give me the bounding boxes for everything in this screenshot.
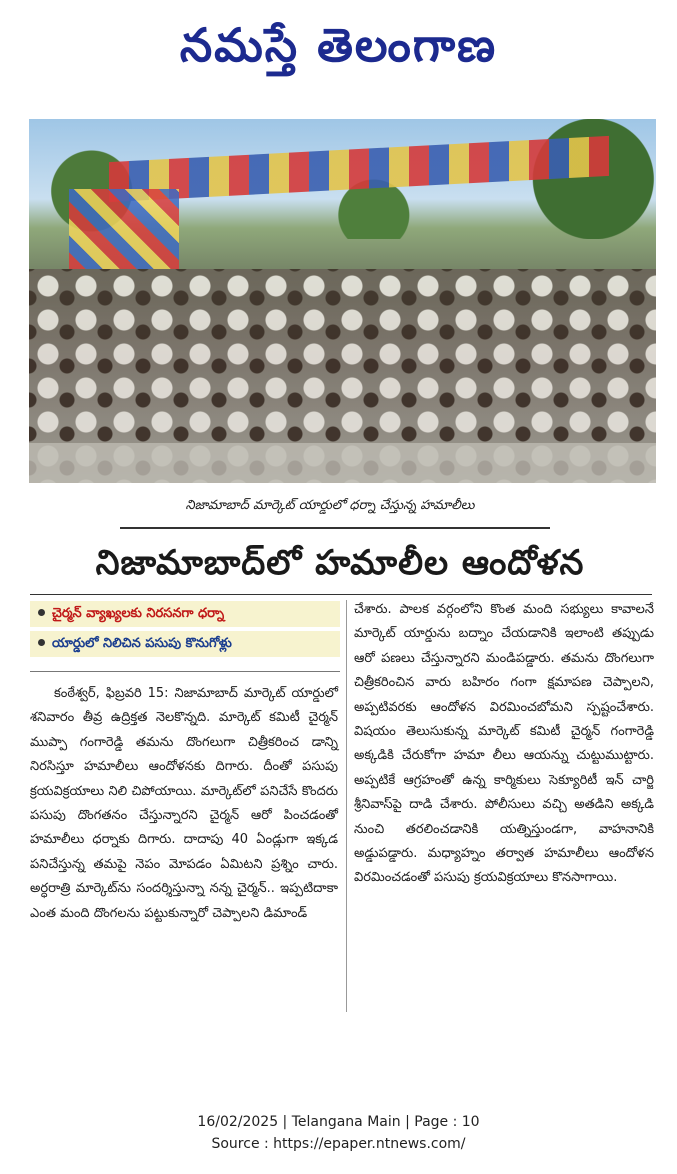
- headline-divider: [30, 594, 652, 595]
- caption-divider: [120, 527, 550, 529]
- news-photo: [29, 119, 656, 483]
- column-divider: [346, 600, 347, 1012]
- highlight-text: యార్డులో నిలిచిన పసుపు కొనుగోళ్లు: [52, 636, 232, 651]
- highlights-divider: [30, 671, 340, 672]
- highlight-item: [30, 601, 340, 627]
- article-headline: నిజామాబాద్‌లో హమాలీల ఆందోళన: [95, 543, 585, 583]
- photo-caption: నిజామాబాద్ మార్కెట్ యార్డులో ధర్నా చేస్తున్న హమాలీలు: [185, 498, 475, 513]
- article-body-left: కంఠేశ్వర్, ఫిబ్రవరి 15: నిజామాబాద్ మార్కెట్ యార్డులో శనివారం తీవ్ర ఉద్రిక్తత నెలకొన్నది. మార్కెట్ కమిటీ చైర్మన్ ముప్పా గంగారెడ్డి తమను దొంగలుగా చిత్రీకరించ డాన్ని నిరసిస్తూ హమాలీలు ఆందోళనకు దిగారు. దీంతో పసుపు క్రయవిక్రయాలు నిలి చిపోయాయి. మార్కెట్‌లో పనిచేసే కొందరు పసుపు దొంగతనం చేస్తున్నారని చైర్మన్ ఆరో పించడంతో హమాలీలు ధర్నాకు దిగారు. దాదాపు 40 ఏండ్లుగా ఇక్కడ పనిచేస్తున్న తమపై నెపం మోపడం ఏమిటని ప్రశ్నిం చారు. అర్ధరాత్రి మార్కెట్‌ను సందర్శిస్తున్నా నన్న చైర్మన్.. ఇప్పటిదాకా ఎంత మంది దొంగలను పట్టుకున్నారో చెప్పాలని డిమాండ్: [30, 686, 338, 921]
- photo-flag: [69, 189, 179, 269]
- bullet-icon: [38, 639, 45, 646]
- photo-ground: [29, 443, 656, 483]
- bullet-icon: [38, 609, 45, 616]
- footer-source-line: Source : https://epaper.ntnews.com/: [211, 1136, 466, 1152]
- footer-date-line: 16/02/2025 | Telangana Main | Page : 10: [197, 1114, 480, 1130]
- masthead-title: నమస్తే తెలంగాణ: [179, 18, 498, 72]
- highlights-box: [30, 601, 340, 661]
- article-body-right: చేశారు. పాలక వర్గంలోని కొంత మంది సభ్యులు కావాలనే మార్కెట్ యార్డును బద్నాం చేయడానికి ఇలాంటి తప్పుడు ఆరో పణలు చేస్తున్నారని మండిపడ్డారు. తమను దొంగలుగా చిత్రీకరించిన వారు బహిరం గంగా క్షమాపణ చెప్పాలని, అప్పటివరకు ఆందోళన విరమించబోమని స్పష్టంచేశారు. విషయం తెలుసుకున్న మార్కెట్ కమిటీ చైర్మన్ గంగారెడ్డి అక్కడికి చేరుకోగా హమా లీలు ఆయన్ను చుట్టుముట్టారు. అప్పటికే ఆగ్రహంతో ఉన్న కార్మికులు సెక్యూరిటీ ఇన్ చార్జి శ్రీనివాస్‌పై దాడి చేశారు. పోలీసులు వచ్చి అతడిని అక్కడి నుంచి తరలించడానికి యత్నిస్తుండగా, వాహనానికి అడ్డుపడ్డారు. మధ్యాహ్నం తర్వాత హమాలీలు ఆందోళన విరమించడంతో పసుపు క్రయవిక్రయాలు కొనసాగాయి.: [354, 602, 654, 886]
- highlight-item: [30, 631, 340, 657]
- highlight-text: చైర్మన్ వ్యాఖ్యలకు నిరసనగా ధర్నా: [52, 606, 225, 621]
